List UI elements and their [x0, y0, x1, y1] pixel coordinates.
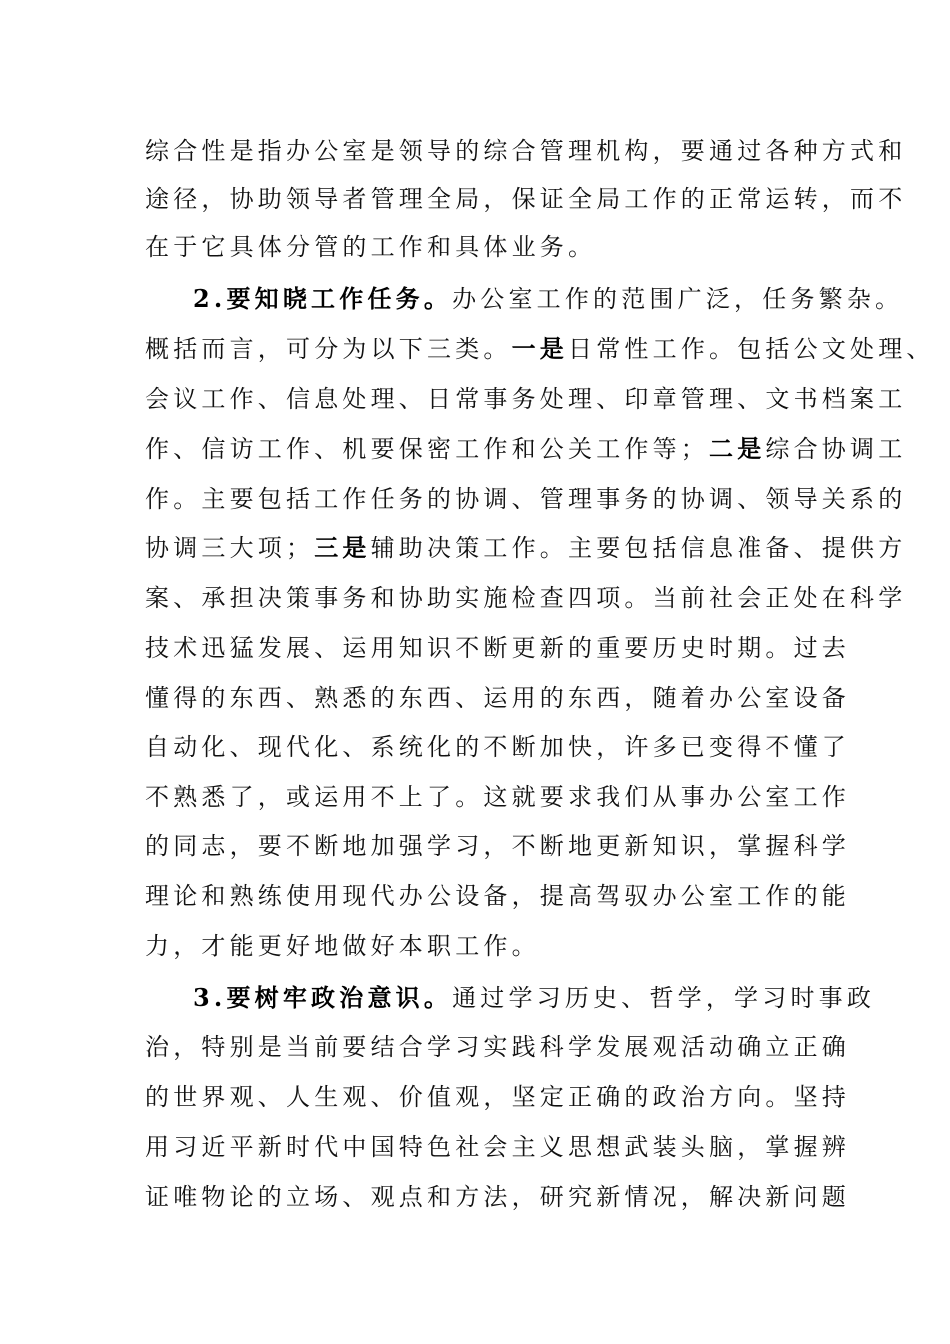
line-text: 力，才能更好地做好本职工作。 — [145, 932, 540, 960]
line-text: 的世界观、人生观、价值观，坚定正确的政治方向。坚持 — [145, 1083, 850, 1111]
line-text: 证唯物论的立场、观点和方法，研究新情况，解决新问题 — [145, 1183, 850, 1211]
section-3-heading-line — [193, 981, 876, 1015]
line-text-pre: 协调三大项； — [145, 534, 315, 562]
section-heading: 2.要知晓工作任务。 — [193, 284, 453, 313]
section-heading: 3.要树牢政治意识。 — [193, 983, 453, 1012]
paragraph-line — [145, 531, 907, 565]
line-text: 综合性是指办公室是领导的综合管理机构，要通过各种方式和 — [145, 137, 907, 165]
paragraph-line — [145, 631, 850, 665]
line-text: 日常性工作。包括公文处理、 — [568, 335, 935, 363]
paragraph-line — [145, 134, 907, 168]
line-text: 不熟悉了，或运用不上了。这就要求我们从事办公室工作 — [145, 783, 850, 811]
paragraph-line — [145, 929, 810, 963]
line-text: 用习近平新时代中国特色社会主义思想武装头脑，掌握辨 — [145, 1133, 850, 1161]
line-text: 案、承担决策事务和协助实施检查四项。当前社会正处在科学 — [145, 584, 907, 612]
line-text: 办公室工作的范围广泛，任务繁杂。 — [452, 285, 904, 313]
line-text: 的同志，要不断地加强学习，不断地更新知识，掌握科学 — [145, 832, 850, 860]
line-text: 在于它具体分管的工作和具体业务。 — [145, 233, 597, 261]
line-text: 懂得的东西、熟悉的东西、运用的东西，随着办公室设备 — [145, 684, 850, 712]
paragraph-line — [145, 230, 810, 264]
line-text: 通过学习历史、哲学，学习时事政 — [452, 984, 876, 1012]
paragraph-line — [145, 182, 907, 216]
line-text-pre: 概括而言，可分为以下三类。 — [145, 335, 512, 363]
line-text: 综合协调工 — [765, 435, 907, 463]
line-text: 会议工作、信息处理、日常事务处理、印章管理、文书档案工 — [145, 385, 907, 413]
paragraph-line — [145, 432, 907, 466]
paragraph-line — [145, 1130, 850, 1164]
line-text: 途径，协助领导者管理全局，保证全局工作的正常运转，而不 — [145, 185, 907, 213]
paragraph-line — [145, 1030, 850, 1064]
paragraph-line — [145, 829, 850, 863]
line-text: 辅助决策工作。主要包括信息准备、提供方 — [370, 534, 907, 562]
paragraph-line — [145, 730, 850, 764]
bold-marker: 二是 — [709, 434, 766, 463]
paragraph-line — [145, 1180, 850, 1214]
line-text: 治，特别是当前要结合学习实践科学发展观活动确立正确 — [145, 1033, 850, 1061]
paragraph-line — [145, 1080, 850, 1114]
line-text: 理论和熟练使用现代办公设备，提高驾驭办公室工作的能 — [145, 882, 850, 910]
paragraph-line — [145, 482, 907, 516]
paragraph-line — [145, 581, 907, 615]
line-text-pre: 作、信访工作、机要保密工作和公关工作等； — [145, 435, 709, 463]
bold-marker: 一是 — [511, 334, 569, 363]
line-text: 作。主要包括工作任务的协调、管理事务的协调、领导关系的 — [145, 485, 907, 513]
line-text: 技术迅猛发展、运用知识不断更新的重要历史时期。过去 — [145, 634, 850, 662]
paragraph-line — [145, 382, 907, 416]
bold-marker: 三是 — [314, 533, 371, 562]
paragraph-line — [145, 681, 850, 715]
section-2-heading-line — [193, 282, 904, 316]
paragraph-line — [145, 879, 850, 913]
line-text: 自动化、现代化、系统化的不断加快，许多已变得不懂了 — [145, 733, 850, 761]
paragraph-line — [145, 780, 850, 814]
paragraph-line — [145, 332, 935, 366]
